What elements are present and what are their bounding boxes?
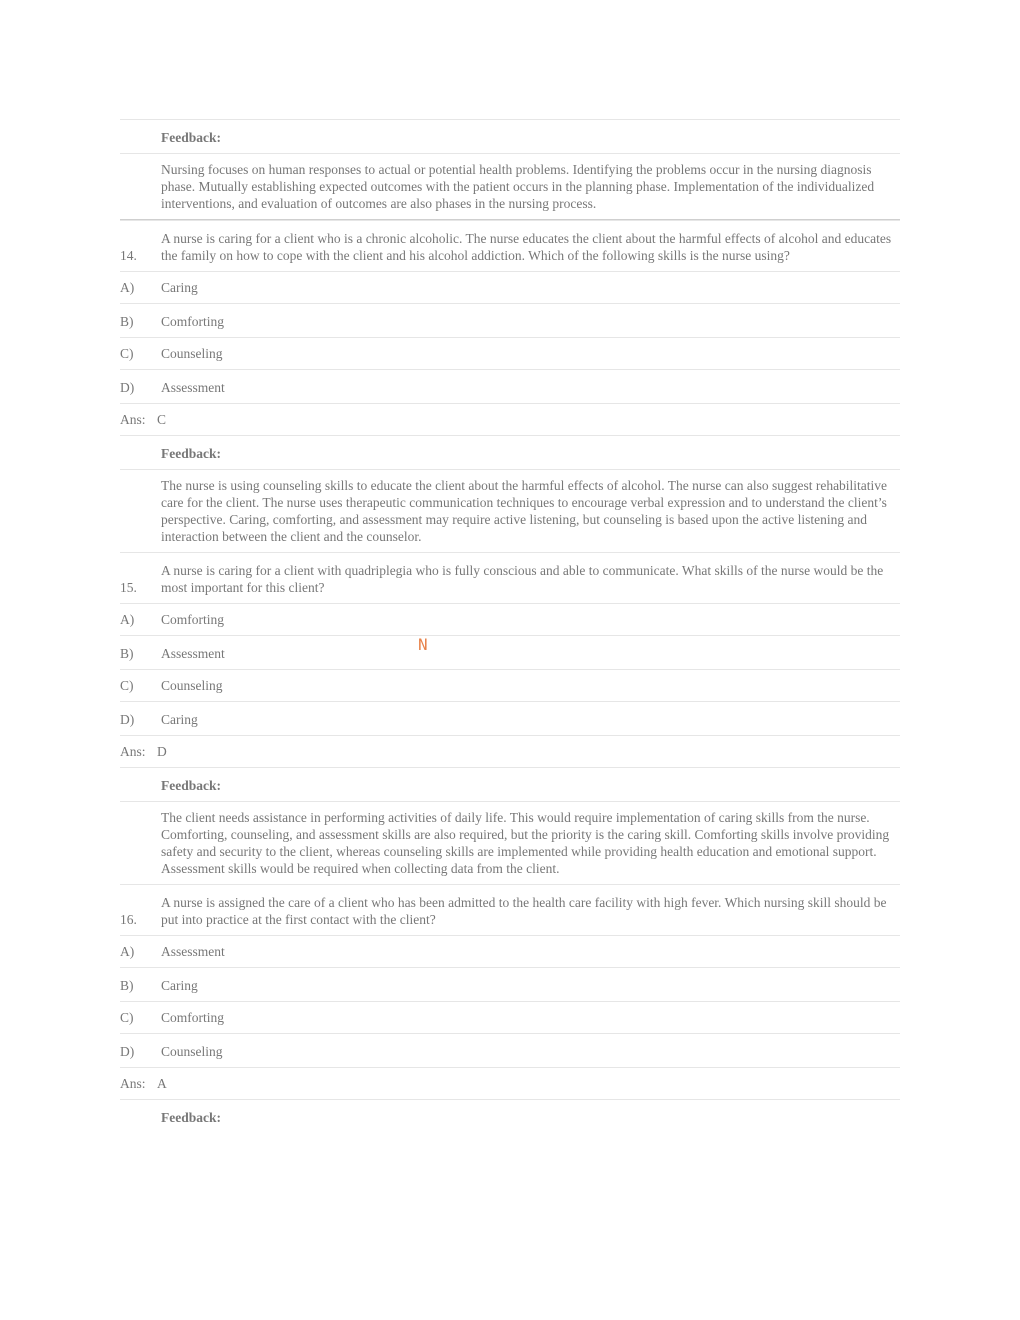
option-row [120, 271, 900, 303]
question-number: 15. [120, 580, 137, 595]
option-text: Counseling [161, 1044, 223, 1059]
option-letter: B) [120, 314, 134, 329]
answer-value: C [157, 412, 167, 427]
option-text: Comforting [161, 314, 224, 329]
answer-row [120, 735, 900, 767]
option-letter: A) [120, 944, 135, 959]
answer-row [120, 403, 900, 435]
feedback-heading-row [120, 767, 900, 801]
option-row [120, 369, 900, 403]
option-row [120, 669, 900, 701]
question-row-16 [120, 884, 900, 935]
answer-label: Ans: [120, 744, 146, 759]
question-text: A nurse is assigned the care of a client who has been admitted to the health care facility with high fever. Which nursing skill should be put into practice at the first contact with the client? [161, 895, 887, 927]
feedback-label: Feedback: [161, 446, 221, 461]
option-row [120, 603, 900, 635]
question-row-14 [120, 220, 900, 271]
feedback-text-row [120, 801, 900, 884]
question-number: 14. [120, 248, 137, 263]
answer-value: A [157, 1076, 167, 1091]
feedback-label: Feedback: [161, 130, 221, 145]
answer-label: Ans: [120, 1076, 146, 1091]
feedback-text-row [120, 153, 900, 220]
option-text: Caring [161, 978, 198, 993]
option-text: Assessment [161, 944, 225, 959]
option-letter: B) [120, 978, 134, 993]
feedback-heading-row [120, 435, 900, 469]
feedback-text: The nurse is using counseling skills to educate the client about the harmful effects of alcohol. The nurse can also suggest rehabilitative care for the client. The nurse uses therapeutic communication techniques to encourage verbal expression and to understand the client’s perspective. Caring, comforting, and assessment may require active listening, but counseling is based upon the active listening and interaction between the client and the counselor. [161, 478, 888, 544]
option-letter: D) [120, 380, 135, 395]
question-text: A nurse is caring for a client with quadriplegia who is fully conscious and able to communicate. What skills of the nurse would be the most important for this client? [161, 563, 884, 595]
option-letter: D) [120, 712, 135, 727]
option-text: Comforting [161, 612, 224, 627]
feedback-text: The client needs assistance in performing activities of daily life. This would require implementation of caring skills from the nurse. Comforting, counseling, and assessment skills are also required, but the priority is the caring skill. Comforting skills involve providing safety and security to the client, whereas counseling skills are implemented while providing health education and emotional support. Assessment skills would be required when collecting data from the client. [161, 810, 890, 876]
document-page [120, 119, 900, 1133]
feedback-text: Nursing focuses on human responses to actual or potential health problems. Identifying the problems occur in the nursing diagnosis phase. Mutually establishing expected outcomes with the patient occurs in the planning phase. Implementation of the individualized interventions, and evaluation of outcomes are also phases in the nursing process. [161, 162, 875, 211]
answer-value: D [157, 744, 167, 759]
option-letter: C) [120, 1010, 134, 1025]
option-letter: A) [120, 612, 135, 627]
option-letter: A) [120, 280, 135, 295]
answer-row [120, 1067, 900, 1099]
option-text: Counseling [161, 346, 223, 361]
feedback-label: Feedback: [161, 778, 221, 793]
option-text: Caring [161, 280, 198, 295]
option-text: Counseling [161, 678, 223, 693]
option-row [120, 303, 900, 337]
answer-label: Ans: [120, 412, 146, 427]
option-row [120, 1001, 900, 1033]
option-text: Assessment [161, 646, 225, 661]
option-row [120, 967, 900, 1001]
feedback-label: Feedback: [161, 1110, 221, 1125]
option-row [120, 935, 900, 967]
option-text: Assessment [161, 380, 225, 395]
option-row [120, 1033, 900, 1067]
option-text: Caring [161, 712, 198, 727]
option-row [120, 337, 900, 369]
option-letter: D) [120, 1044, 135, 1059]
feedback-heading-row [120, 1099, 900, 1133]
question-row-15 [120, 552, 900, 603]
feedback-heading-row [120, 119, 900, 153]
option-row [120, 635, 900, 669]
option-letter: B) [120, 646, 134, 661]
stray-mark: N [418, 635, 428, 654]
option-row [120, 701, 900, 735]
option-letter: C) [120, 346, 134, 361]
feedback-text-row [120, 469, 900, 552]
question-number: 16. [120, 912, 137, 927]
option-letter: C) [120, 678, 134, 693]
question-text: A nurse is caring for a client who is a chronic alcoholic. The nurse educates the client about the harmful effects of alcohol and educates the family on how to cope with the client and his alcohol addiction. Which of the following skills is the nurse using? [161, 231, 892, 263]
option-text: Comforting [161, 1010, 224, 1025]
